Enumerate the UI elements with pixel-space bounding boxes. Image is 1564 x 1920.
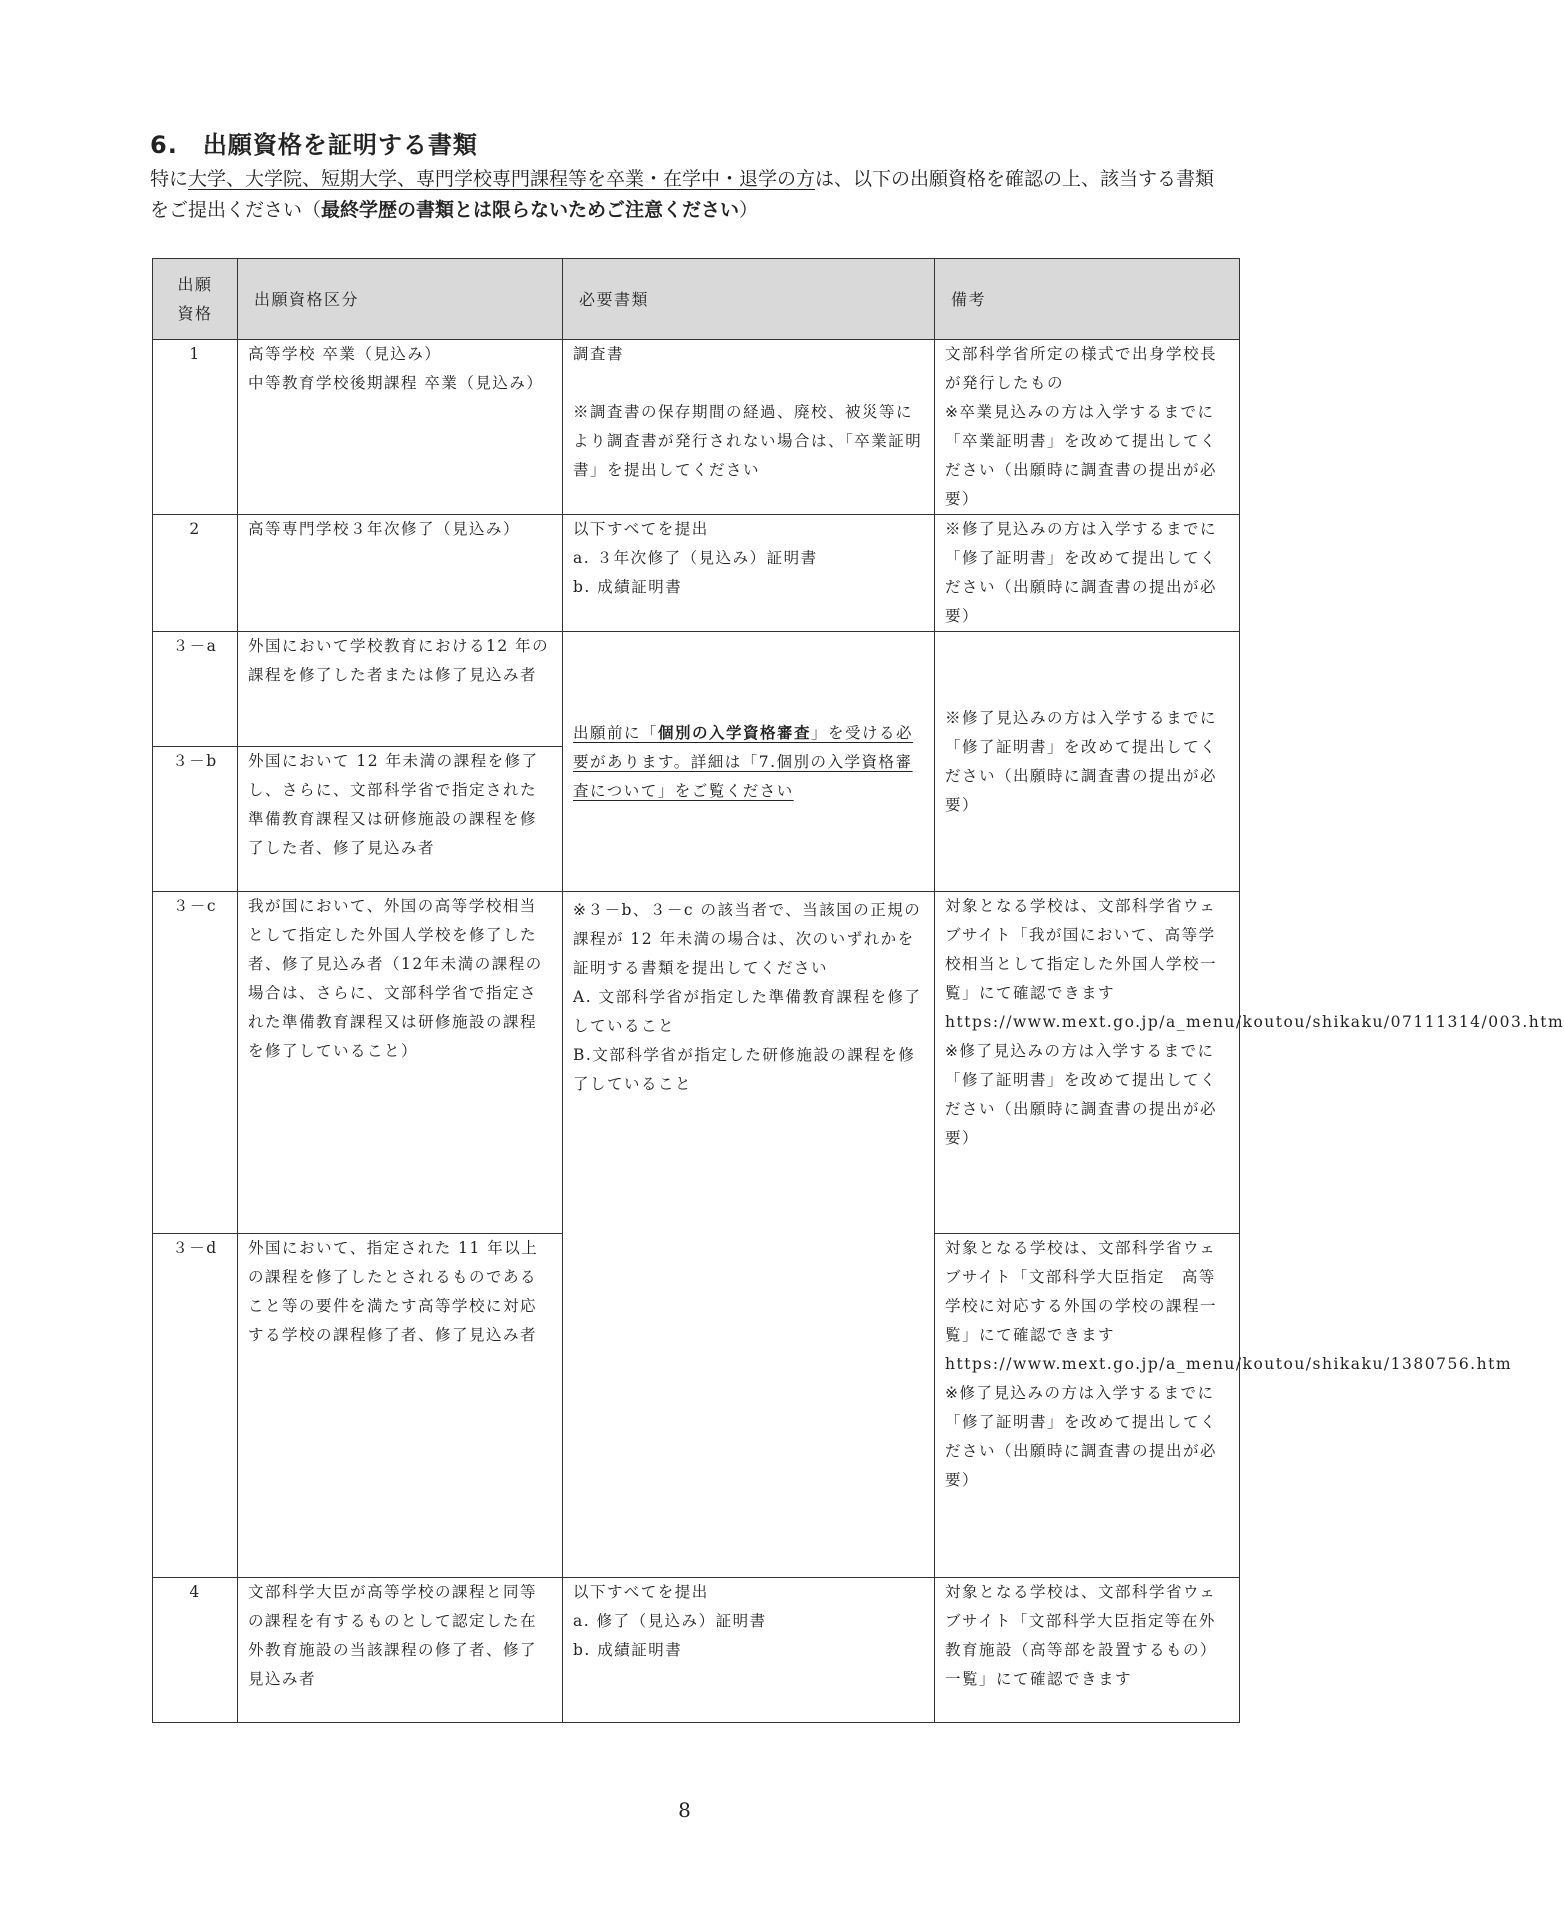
cell-category: 高等専門学校３年次修了（見込み） <box>238 515 563 632</box>
header-documents: 必要書類 <box>563 259 935 340</box>
table-row <box>153 632 1240 747</box>
cell-qual: ３－a <box>153 632 238 747</box>
header-category: 出願資格区分 <box>238 259 563 340</box>
cell-remarks: 文部科学省所定の様式で出身学校長が発行したもの ※卒業見込みの方は入学するまでに「卒業証明書」を改めて提出してください（出願時に調査書の提出が必要） <box>935 340 1240 515</box>
intro-underlined: 大学、大学院、短期大学、専門学校専門課程等を卒業・在学中・退学の方 <box>188 168 816 190</box>
requirements-table <box>152 258 1564 1723</box>
cell-documents <box>563 892 935 1578</box>
cell-category: 外国において 12 年未満の課程を修了し、さらに、文部科学省で指定された準備教育課程又は研修施設の課程を修了した者、修了見込み者 <box>238 747 563 892</box>
cell-documents: 調査書 ※調査書の保存期間の経過、廃校、被災等により調査書が発行されない場合は、「卒業証明書」を提出してください <box>563 340 935 515</box>
cell-qual: 4 <box>153 1578 238 1723</box>
cell-documents: 以下すべてを提出 a. 修了（見込み）証明書 b. 成績証明書 <box>563 1578 935 1723</box>
cell-category: 我が国において、外国の高等学校相当として指定した外国人学校を修了した者、修了見込み者（12年未満の課程の場合は、さらに、文部科学省で指定された準備教育課程又は研修施設の課程を修了していること） <box>238 892 563 1234</box>
individual-review-notice <box>563 632 935 892</box>
header-remarks: 備考 <box>935 259 1240 340</box>
intro-mid: は、以下の出願資格を確認の上、該当する書類をご提出ください（ <box>150 168 1215 221</box>
table-row <box>153 1578 1240 1723</box>
cell-category: 高等学校 卒業（見込み） 中等教育学校後期課程 卒業（見込み） <box>238 340 563 515</box>
notice-bold: 個別の入学資格審査 <box>658 722 812 742</box>
cell-remarks: 対象となる学校は、文部科学省ウェブサイト「文部科学大臣指定 高等学校に対応する外国の学校の課程一覧」にて確認できます https://www.mext.go.jp/a_menu/koutou/shikaku/1380756.htm ※修了見込みの方は入学するまでに「修了証明書」を改めて提出してください（出願時に調査書の提出が必要） <box>935 1234 1240 1578</box>
page-number: 8 <box>678 1798 691 1822</box>
cell-documents: 以下すべてを提出 a. ３年次修了（見込み）証明書 b. 成績証明書 <box>563 515 935 632</box>
cell-qual: 2 <box>153 515 238 632</box>
intro-end: ） <box>739 199 759 221</box>
cell-category: 外国において、指定された 11 年以上の課程を修了したとされるものであること等の要件を満たす高等学校に対応する学校の課程修了者、修了見込み者 <box>238 1234 563 1578</box>
cell-qual: ３－c <box>153 892 238 1234</box>
cell-remarks: ※修了見込みの方は入学するまでに「修了証明書」を改めて提出してください（出願時に調査書の提出が必要） <box>935 632 1240 892</box>
header-qualification: 出願 資格 <box>153 259 238 340</box>
intro-lead: 特に <box>150 168 189 190</box>
notice-lead: 出願前に「 <box>573 723 659 742</box>
table-row <box>153 892 1240 1234</box>
table-header-row <box>153 259 1240 340</box>
notice-tail: 」を受ける必要があります。詳細は「7.個別の入学資格審査について」をご覧ください <box>573 723 914 800</box>
table-row <box>153 515 1240 632</box>
cell-remarks: 対象となる学校は、文部科学省ウェブサイト「文部科学大臣指定等在外教育施設（高等部を設置するもの）一覧」にて確認できます <box>935 1578 1240 1723</box>
bc-note: ※３－b、３－c の該当者で、当該国の正規の課程が 12 年未満の場合は、次のいずれかを証明する書類を提出してください A. 文部科学省が指定した準備教育課程を修了していること B.文部科学省が指定した研修施設の課程を修了していること <box>573 901 922 1093</box>
table-row <box>153 340 1240 515</box>
cell-remarks: 対象となる学校は、文部科学省ウェブサイト「我が国において、高等学校相当として指定した外国人学校一覧」にて確認できます https://www.mext.go.jp/a_menu/koutou/shikaku/07111314/003.htm ※修了見込みの方は入学するまでに「修了証明書」を改めて提出してください（出願時に調査書の提出が必要） <box>935 892 1240 1234</box>
section-title: 6. 出願資格を証明する書類 <box>150 131 478 159</box>
cell-category: 外国において学校教育における12 年の課程を修了した者または修了見込み者 <box>238 632 563 747</box>
cell-qual: ３－d <box>153 1234 238 1578</box>
cell-qual: ３－b <box>153 747 238 892</box>
cell-qual: 1 <box>153 340 238 515</box>
cell-category: 文部科学大臣が高等学校の課程と同等の課程を有するものとして認定した在外教育施設の当該課程の修了者、修了見込み者 <box>238 1578 563 1723</box>
section-intro <box>150 164 1230 226</box>
intro-bold: 最終学歴の書類とは限らないためご注意ください <box>321 199 740 221</box>
cell-remarks: ※修了見込みの方は入学するまでに「修了証明書」を改めて提出してください（出願時に調査書の提出が必要） <box>935 515 1240 632</box>
